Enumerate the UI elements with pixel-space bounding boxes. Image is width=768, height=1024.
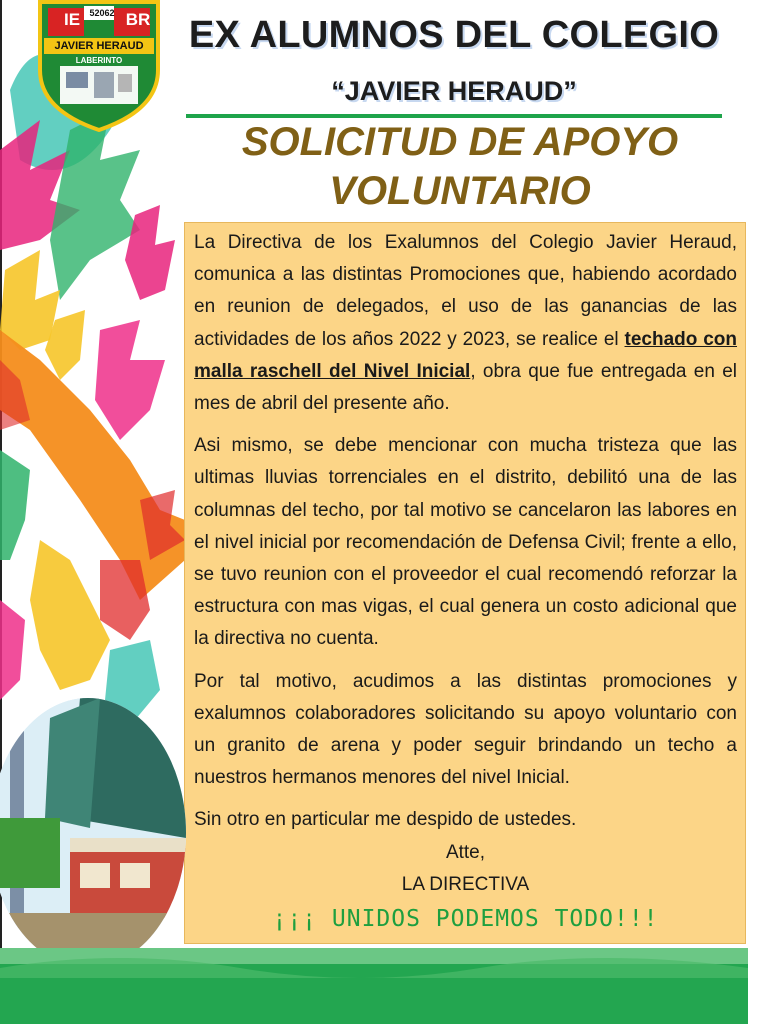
- crest-br-letters: BR: [125, 10, 151, 29]
- slogan: ¡¡¡ UNIDOS PODEMOS TODO!!!: [272, 906, 659, 933]
- paragraph-1: [194, 227, 737, 420]
- hand-pink-lower: [0, 600, 25, 700]
- crest-ie-letters: IE: [63, 10, 81, 29]
- hand-yellow-lower: [30, 540, 110, 690]
- page-subtitle: “JAVIER HERAUD”: [331, 76, 577, 106]
- crest-number: 52062: [89, 8, 115, 18]
- farewell-text: Sin otro en particular me despido de ustedes.: [194, 809, 577, 831]
- document-heading: [200, 118, 720, 216]
- footer-band: [0, 948, 768, 1024]
- crest-school-name: JAVIER HERAUD: [54, 40, 144, 52]
- paragraph-2: Asi mismo, se debe mencionar con mucha tristeza que las ultimas lluvias torrenciales en el distrito, debilitó una de las columnas del techo, por tal motivo se cancelaron las labores en el nivel inicial por recomendación de Defensa Civil; frente a ello, se tuvo reunion con el proveedor el cual recomendó reforzar la estructura con mas vigas, el cual genera un costo adicional que la directiva no cuenta.: [194, 435, 737, 650]
- heading-line-1: SOLICITUD DE APOYO: [241, 120, 679, 164]
- paragraph-1-end: , obra que fue entregada en el mes de abril del presente año.: [194, 360, 737, 415]
- hand-pink-mid: [95, 320, 165, 440]
- school-crest-logo: [36, 0, 162, 132]
- paragraph-1-start: La Directiva de los Exalumnos del Colegio Javier Heraud, comunica a las distintas Promociones que, habiendo acordado en reunion de delegados, el uso de las ganancias de las actividades de los años 2022 y 2023, se realice el: [194, 232, 737, 350]
- highlighted-project: techado con malla raschell del Nivel Inicial: [194, 328, 738, 382]
- page-title: EX ALUMNOS DEL COLEGIO: [188, 14, 720, 56]
- crest-city: LABERINTO: [75, 56, 123, 65]
- signature: LA DIRECTIVA: [401, 873, 530, 895]
- message-body: [194, 227, 737, 935]
- heading-line-2: VOLUNTARIO: [329, 169, 591, 213]
- hand-green-lower: [0, 450, 30, 560]
- sign-off: Atte,: [445, 841, 486, 863]
- paragraph-3: Por tal motivo, acudimos a las distintas promociones y exalumnos colaboradores solicitando su apoyo voluntario con un granito de arena y poder seguir brindando un techo a nuestros hermanos menores del nivel Inicial.: [194, 670, 737, 789]
